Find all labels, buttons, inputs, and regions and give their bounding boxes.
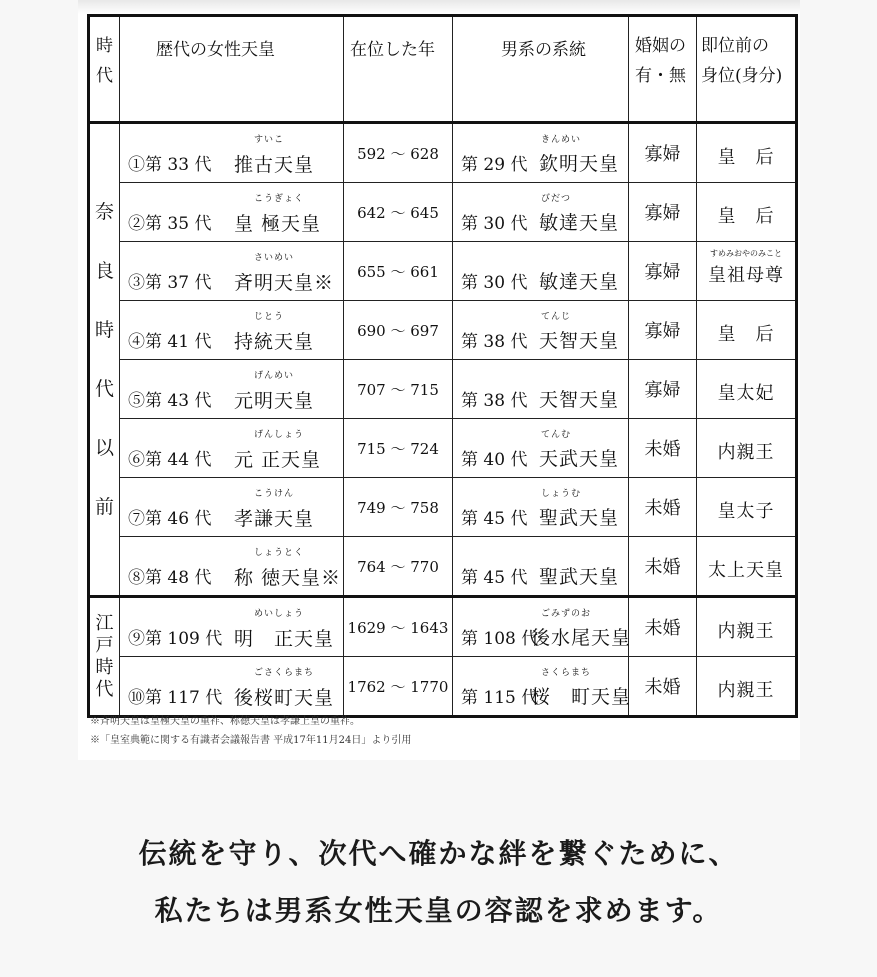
lineage-generation: 第 45 代 [461, 568, 528, 588]
emperor-ruby: すいこ [254, 135, 285, 145]
sheet-shadow [78, 0, 800, 14]
footnote-2: ※「皇室典範に関する有識者会議報告書 平成17年11月24日」より引用 [90, 735, 412, 746]
lineage-cell [453, 537, 629, 597]
marriage-status: 未婚 [629, 478, 697, 537]
lineage-ruby: びだつ [541, 194, 572, 204]
emperor-ruby: こうぎょく [254, 194, 305, 204]
emperor-ruby: げんめい [254, 371, 295, 381]
marriage-status: 寡婦 [629, 123, 697, 183]
lineage-cell [453, 657, 632, 717]
emperor-number: ④第 41 代 [128, 332, 212, 352]
marriage-status: 未婚 [629, 419, 697, 478]
era-char: 代 [95, 678, 114, 700]
position-cell [697, 301, 797, 360]
emperor-cell [120, 419, 344, 478]
emperor-ruby: じとう [254, 312, 285, 322]
position-cell [697, 597, 797, 657]
header-name: 歴代の女性天皇 [120, 16, 344, 123]
table-row [89, 123, 797, 183]
era-char: 前 [94, 495, 114, 518]
emperor-title: 斉明天皇※ [234, 272, 335, 294]
emperor-title: 推古天皇 [234, 154, 315, 176]
era-char: 時 [94, 318, 114, 341]
position-cell [697, 478, 797, 537]
emperor-number: ②第 35 代 [128, 214, 212, 234]
lineage-emperor: 天智天皇 [539, 330, 620, 352]
header-marriage [629, 16, 697, 123]
era-char: 奈 [94, 200, 114, 223]
emperor-number: ⑦第 46 代 [128, 509, 212, 529]
position-title: 皇 后 [717, 206, 775, 227]
marriage-status: 寡婦 [629, 360, 697, 419]
marriage-status: 寡婦 [629, 301, 697, 360]
reign-years: 1629 ～ 1643 [344, 597, 453, 657]
lineage-cell [453, 242, 629, 301]
emperor-number: ①第 33 代 [128, 155, 212, 175]
lineage-emperor: 聖武天皇 [539, 566, 620, 588]
header-position-2: 身位(身分) [701, 66, 783, 86]
lineage-cell [453, 123, 629, 183]
era-char: 以 [94, 436, 114, 459]
lineage-generation: 第 40 代 [461, 450, 528, 470]
emperor-cell [120, 242, 344, 301]
header-marriage-2: 有・無 [635, 66, 686, 86]
emperor-ruby: めいしょう [254, 609, 305, 619]
table-row [89, 242, 797, 301]
emperor-title: 持統天皇 [234, 331, 315, 353]
emperor-title: 明 正天皇 [234, 628, 335, 650]
slogan-line-1: 伝統を守り、次代へ確かな絆を繋ぐために、 [138, 837, 739, 870]
slogan-line-2: 私たちは男系女性天皇の容認を求めます。 [154, 894, 723, 927]
position-title: 皇太妃 [717, 383, 775, 404]
emperor-number: ⑧第 48 代 [128, 568, 212, 588]
position-title: 皇太子 [717, 501, 775, 522]
table-row [89, 183, 797, 242]
header-lineage: 男系の系統 [453, 16, 629, 123]
header-marriage-1: 婚姻の [635, 36, 686, 56]
lineage-ruby: ごみずのお [541, 609, 592, 619]
emperor-title: 孝謙天皇 [234, 508, 315, 530]
era-edo [89, 597, 120, 717]
lineage-emperor: 天智天皇 [539, 389, 620, 411]
table-row [89, 301, 797, 360]
emperor-title: 元 正天皇 [234, 449, 322, 471]
position-ruby: すめみおやのみこと [710, 249, 782, 258]
position-title: 内親王 [717, 680, 775, 701]
position-cell [697, 419, 797, 478]
position-cell [697, 360, 797, 419]
lineage-emperor: 桜 町天皇 [531, 686, 632, 708]
emperor-number: ⑩第 117 代 [128, 688, 223, 708]
emperor-cell [120, 597, 344, 657]
lineage-cell [453, 597, 632, 657]
lineage-ruby: てんむ [541, 430, 572, 440]
emperor-ruby: ごさくらまち [254, 668, 315, 678]
reign-years: 715 ～ 724 [344, 419, 453, 478]
lineage-ruby: きんめい [541, 135, 582, 145]
emperor-number: ⑨第 109 代 [128, 629, 223, 649]
lineage-generation: 第 29 代 [461, 155, 528, 175]
emperor-cell [120, 657, 344, 717]
lineage-emperor: 敏達天皇 [539, 271, 620, 293]
emperor-number: ⑤第 43 代 [128, 391, 212, 411]
header-position [697, 16, 797, 123]
lineage-emperor: 天武天皇 [539, 448, 620, 470]
footnote-1: ※斉明天皇は皇極天皇の重祚、称徳天皇は孝謙上皇の重祚。 [90, 716, 360, 727]
reign-years: 1762 ～ 1770 [344, 657, 453, 717]
header-era-1: 時 [96, 36, 113, 56]
position-cell [697, 183, 797, 242]
era-char: 良 [94, 259, 114, 282]
era-char: 江 [95, 612, 114, 634]
emperor-cell [120, 537, 344, 597]
emperor-cell [120, 183, 344, 242]
lineage-generation: 第 45 代 [461, 509, 528, 529]
table-row [89, 597, 797, 657]
lineage-ruby: しょうむ [541, 489, 582, 499]
lineage-generation: 第 38 代 [461, 391, 528, 411]
table-row [89, 419, 797, 478]
emperor-ruby: さいめい [254, 253, 295, 263]
marriage-status: 寡婦 [629, 242, 697, 301]
emperor-ruby: こうけん [254, 489, 295, 499]
table-header-row [89, 16, 797, 123]
emperor-title: 後桜町天皇 [234, 687, 335, 709]
era-nara [89, 123, 120, 597]
position-title: 皇祖母尊 [708, 265, 784, 286]
lineage-ruby: さくらまち [541, 668, 592, 678]
lineage-emperor: 敏達天皇 [539, 212, 620, 234]
emperor-ruby: しょうとく [254, 548, 305, 558]
emperor-ruby: げんしょう [254, 430, 305, 440]
table-row [89, 478, 797, 537]
emperor-cell [120, 360, 344, 419]
lineage-generation: 第 115 代 [461, 688, 539, 708]
lineage-emperor: 欽明天皇 [539, 153, 620, 175]
reign-years: 690 ～ 697 [344, 301, 453, 360]
lineage-generation: 第 38 代 [461, 332, 528, 352]
reign-years: 764 ～ 770 [344, 537, 453, 597]
marriage-status: 寡婦 [629, 183, 697, 242]
table-row [89, 360, 797, 419]
marriage-status: 未婚 [629, 657, 697, 717]
footnotes [90, 712, 411, 750]
emperor-cell [120, 123, 344, 183]
position-cell [697, 537, 797, 597]
table-row [89, 537, 797, 597]
header-position-1: 即位前の [701, 36, 769, 56]
reign-years: 749 ～ 758 [344, 478, 453, 537]
header-era [89, 16, 120, 123]
emperor-title: 元明天皇 [234, 390, 315, 412]
position-title: 皇 后 [717, 147, 775, 168]
header-years: 在位した年 [344, 16, 453, 123]
lineage-emperor: 聖武天皇 [539, 507, 620, 529]
position-cell [697, 123, 797, 183]
female-emperors-table [87, 14, 798, 718]
marriage-status: 未婚 [629, 597, 697, 657]
reign-years: 592 ～ 628 [344, 123, 453, 183]
reign-years: 707 ～ 715 [344, 360, 453, 419]
position-cell [697, 242, 797, 301]
lineage-generation: 第 30 代 [461, 214, 528, 234]
lineage-cell [453, 478, 629, 537]
emperor-title: 称 徳天皇※ [234, 567, 342, 589]
emperor-number: ③第 37 代 [128, 273, 212, 293]
emperor-number: ⑥第 44 代 [128, 450, 212, 470]
position-title: 内親王 [717, 621, 775, 642]
emperor-title: 皇 極天皇 [234, 213, 322, 235]
emperor-cell [120, 478, 344, 537]
lineage-cell [453, 419, 629, 478]
era-char: 戸 [95, 634, 114, 656]
reign-years: 642 ～ 645 [344, 183, 453, 242]
table-row [89, 657, 797, 717]
lineage-emperor: 後水尾天皇 [531, 627, 632, 649]
position-title: 内親王 [717, 442, 775, 463]
lineage-generation: 第 108 代 [461, 629, 539, 649]
position-title: 皇 后 [717, 324, 775, 345]
reign-years: 655 ～ 661 [344, 242, 453, 301]
lineage-cell [453, 301, 629, 360]
lineage-cell [453, 360, 629, 419]
position-title: 太上天皇 [708, 560, 784, 581]
lineage-ruby: てんじ [541, 312, 572, 322]
lineage-cell [453, 183, 629, 242]
era-char: 代 [94, 377, 114, 400]
emperor-cell [120, 301, 344, 360]
lineage-generation: 第 30 代 [461, 273, 528, 293]
era-char: 時 [95, 656, 114, 678]
marriage-status: 未婚 [629, 537, 697, 597]
header-era-2: 代 [96, 66, 113, 86]
position-cell [697, 657, 797, 717]
